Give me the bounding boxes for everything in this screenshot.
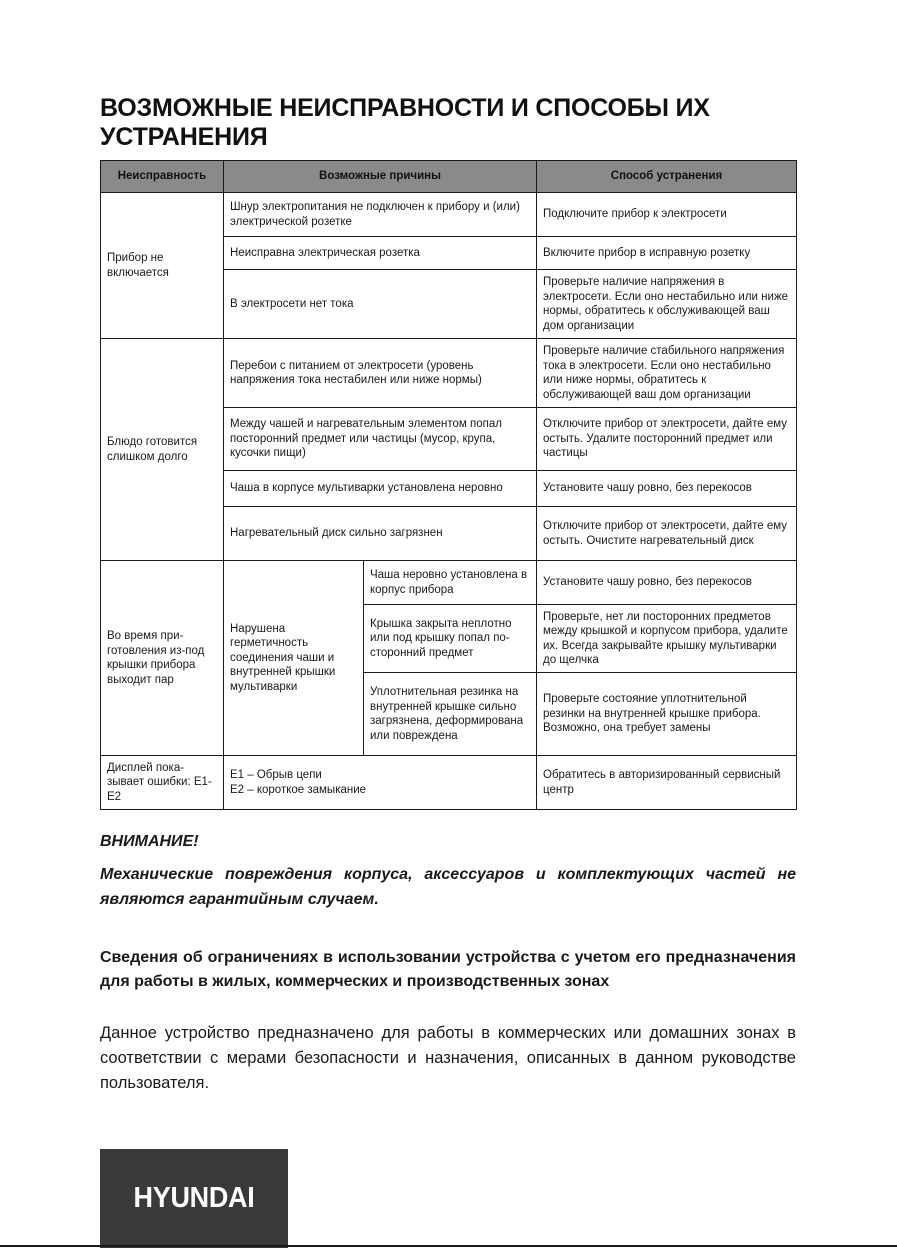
cause-cell: Чаша в корпусе мультиварки установлена неровно <box>224 471 537 507</box>
table-row <box>101 339 797 408</box>
cause-cell: Шнур электропитания не подключен к прибору и (или) электрической розетке <box>224 193 537 237</box>
warning-heading: ВНИМАНИЕ! <box>100 833 199 850</box>
cause-main-cell: Нарушена герметичность соединения чаши и внутренней крышки мультиварки <box>224 561 364 756</box>
page-title: ВОЗМОЖНЫЕ НЕИСПРАВНОСТИ И СПОСОБЫ ИХ УСТРАНЕНИЯ <box>100 94 710 151</box>
remedy-cell: Установите чашу ровно, без перекосов <box>537 471 797 507</box>
remedy-cell: Проверьте, нет ли посторонних предметов между крышкой и корпусом прибора, удалите их. Всегда закрывайте крышку мультиварки до щелчка <box>537 605 797 673</box>
cause-cell: Между чашей и нагревательным элементом попал посторонний предмет или частицы (мусор, крупа, кусочки пищи) <box>224 408 537 471</box>
header-remedy: Способ устранения <box>537 161 797 193</box>
usage-info-heading: Сведения об ограничениях в использовании устройства с учетом его предназначения для работы в жилых, коммерческих и производственных зонах <box>100 949 796 990</box>
header-causes: Возможные причины <box>224 161 537 193</box>
cause-cell: Перебои с питанием от электросети (уровень напряжения тока нестабилен или ниже нормы) <box>224 339 537 408</box>
remedy-cell: Отключите прибор от электросети, дайте ему остыть. Очистите нагревательный диск <box>537 507 797 561</box>
warning-text: Механические повреждения корпуса, аксессуаров и комплектующих частей не являются гарантийным случаем. <box>100 866 796 908</box>
remedy-cell: Проверьте наличие стабильного напряжения тока в электросети. Если оно нестабильно или ниже нормы, обратитесь к обслуживающей ваш дом организации <box>537 339 797 408</box>
remedy-cell: Обратитесь в авторизированный сервисный центр <box>537 756 797 810</box>
remedy-cell: Проверьте состояние уплотнительной резинки на внутренней крышке прибора. Возможно, она требует замены <box>537 673 797 756</box>
fault-cell: Блюдо готовится слишком долго <box>101 339 224 561</box>
brand-logo <box>100 1149 288 1248</box>
table-header-row <box>101 161 797 193</box>
remedy-cell: Подключите прибор к электросети <box>537 193 797 237</box>
bottom-divider <box>0 1245 897 1247</box>
header-fault: Неисправность <box>101 161 224 193</box>
subcause-cell: Уплотнительная резинка на внутренней крышке сильно загрязнена, деформирована или повреждена <box>364 673 537 756</box>
subcause-cell: Чаша неровно установлена в корпус прибора <box>364 561 537 605</box>
brand-logo-text: HYUNDAI <box>133 1182 255 1214</box>
fault-cell: Во время при-готовления из-под крышки прибора выходит пар <box>101 561 224 756</box>
usage-info-text: Данное устройство предназначено для работы в коммерческих или домашних зонах в соответствии с мерами безопасности и назначения, описанных в данном руководстве пользователя. <box>100 1024 796 1092</box>
cause-cell: В электросети нет тока <box>224 270 537 339</box>
remedy-cell: Включите прибор в исправную розетку <box>537 237 797 270</box>
remedy-cell: Установите чашу ровно, без перекосов <box>537 561 797 605</box>
subcause-cell: Крышка закрыта неплотно или под крышку попал по-сторонний предмет <box>364 605 537 673</box>
remedy-cell: Проверьте наличие напряжения в электросети. Если оно нестабильно или ниже нормы, обратитесь к обслуживающей ваш дом организации <box>537 270 797 339</box>
fault-cell: Дисплей пока-зывает ошибки: E1-E2 <box>101 756 224 810</box>
fault-cell: Прибор не включается <box>101 193 224 339</box>
cause-cell: Неисправна электрическая розетка <box>224 237 537 270</box>
troubleshooting-table <box>100 160 797 810</box>
table-row <box>101 561 797 605</box>
cause-cell: E1 – Обрыв цепи E2 – короткое замыкание <box>224 756 537 810</box>
table-row <box>101 756 797 810</box>
remedy-cell: Отключите прибор от электросети, дайте ему остыть. Удалите посторонний предмет или частицы <box>537 408 797 471</box>
table-row <box>101 193 797 237</box>
cause-cell: Нагревательный диск сильно загрязнен <box>224 507 537 561</box>
